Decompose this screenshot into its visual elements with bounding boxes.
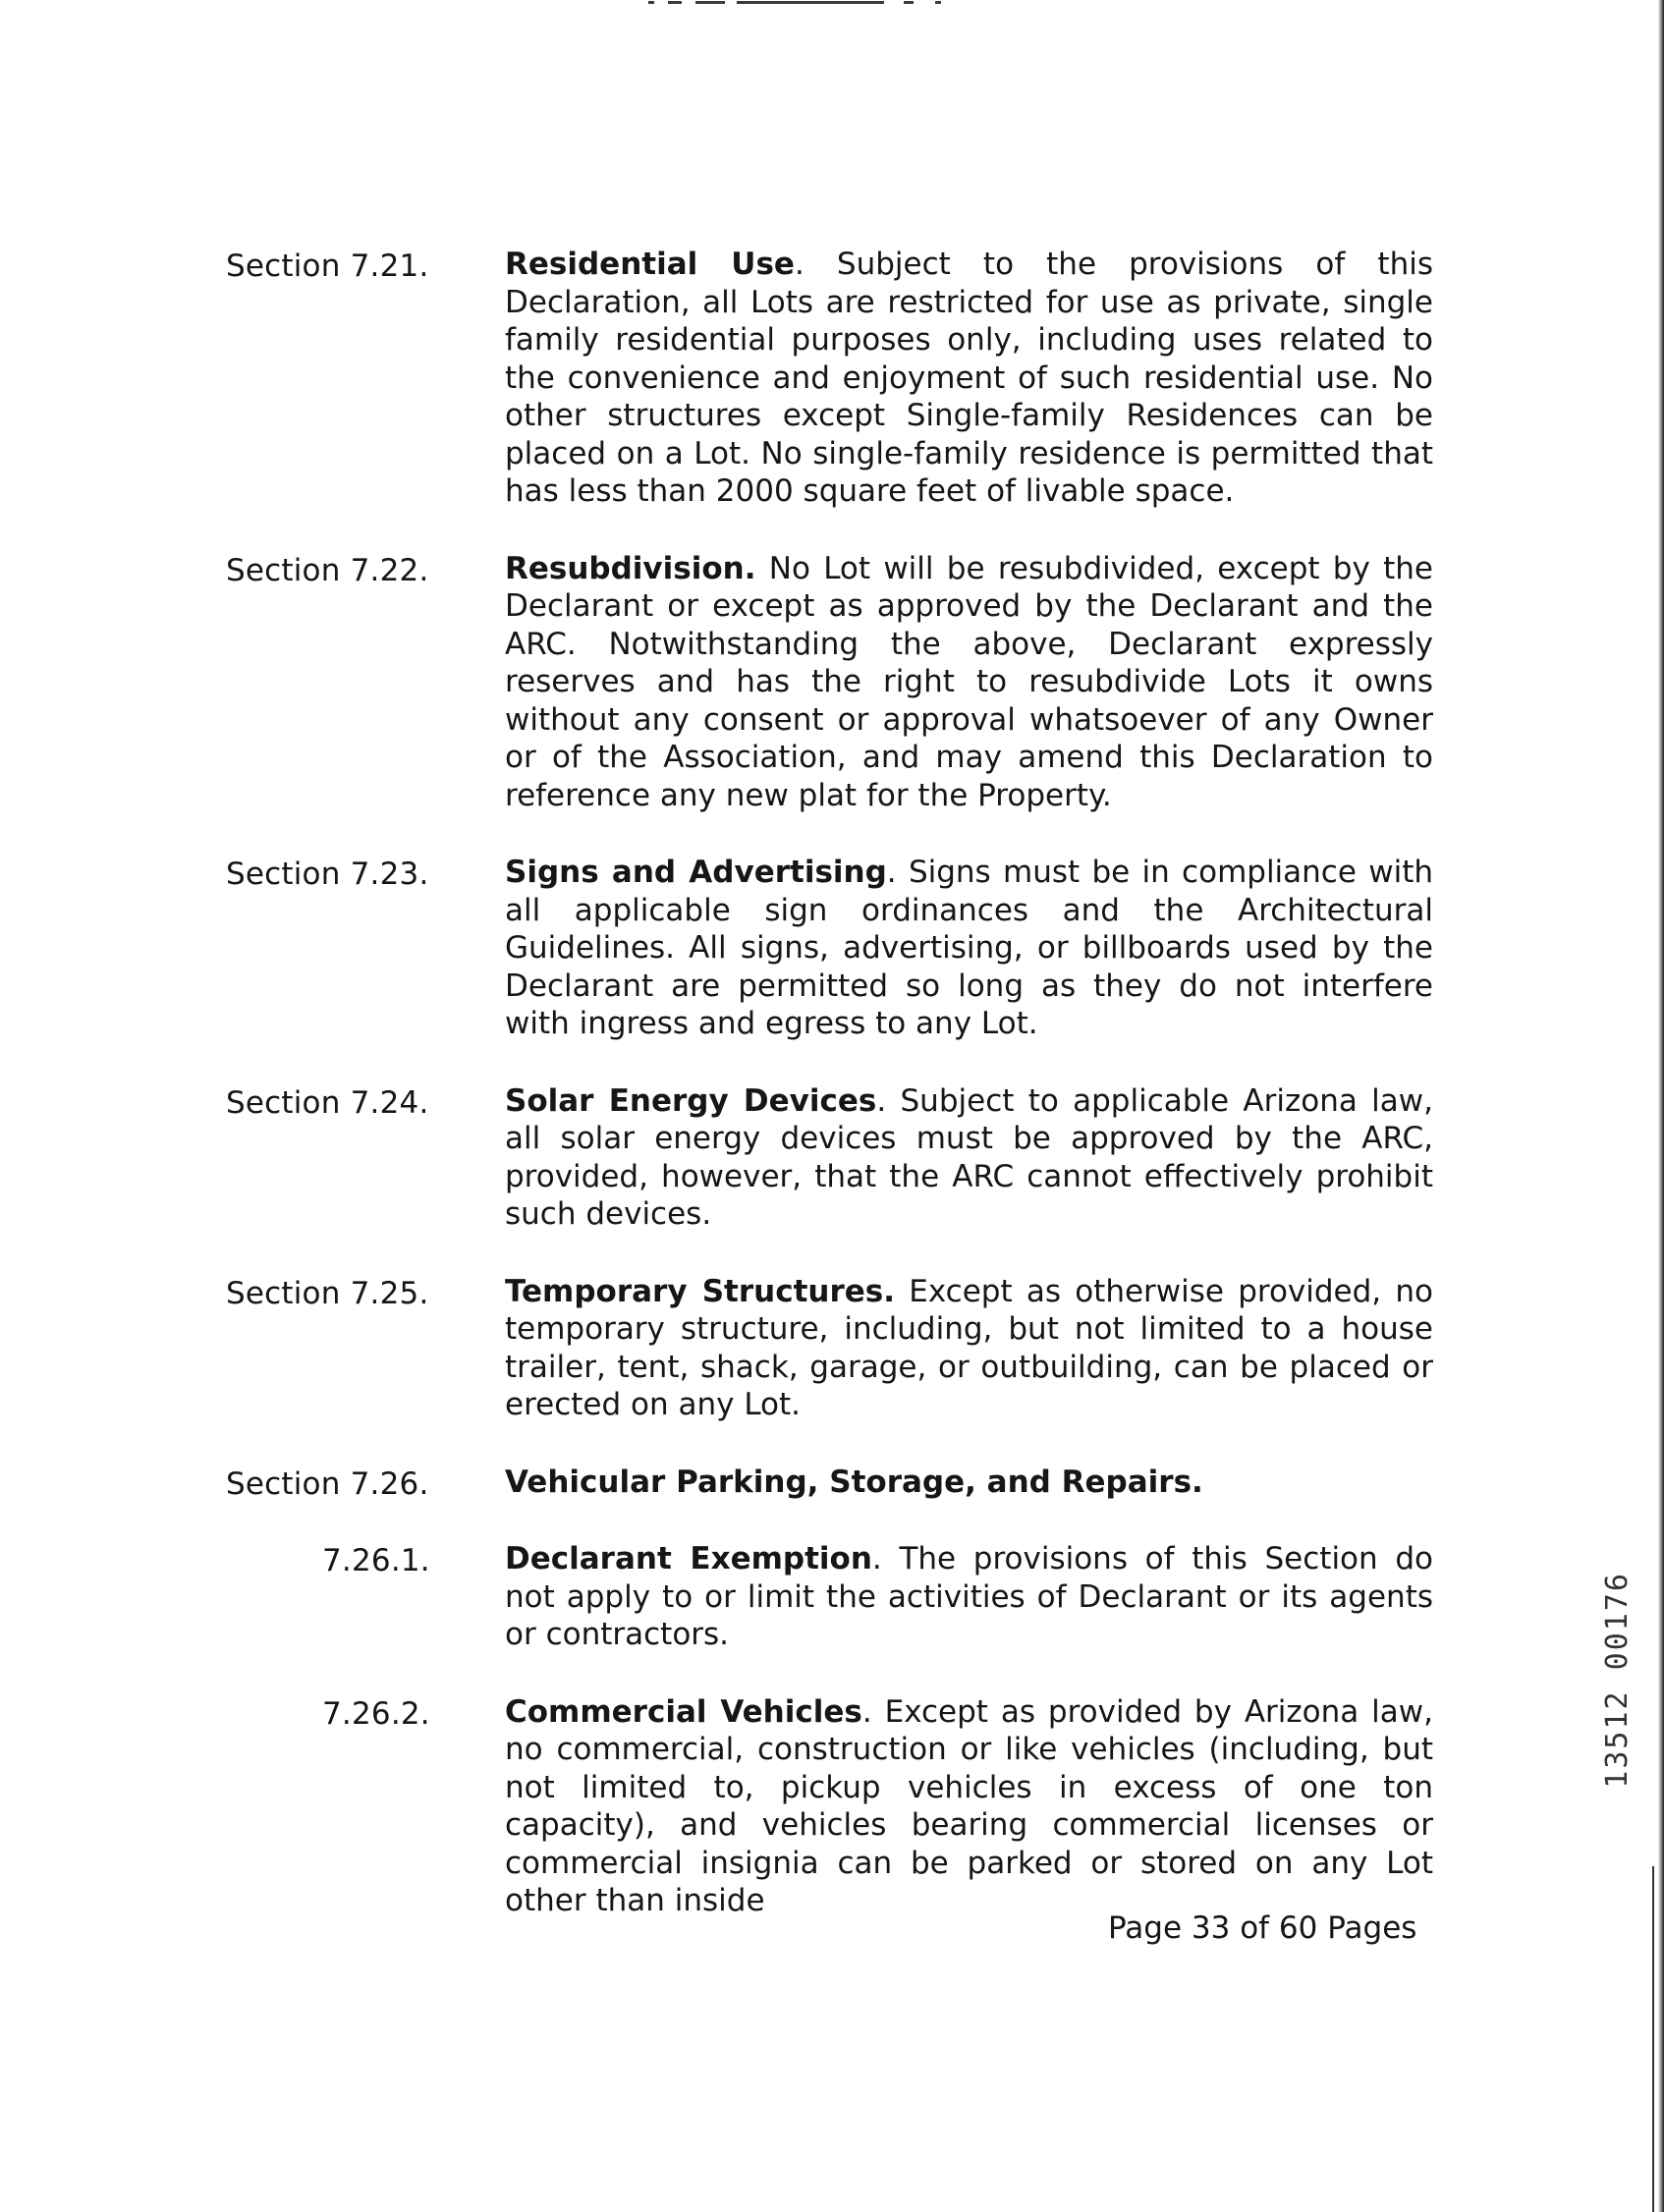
section-body: [505, 1082, 1433, 1234]
subsection-heading: Declarant Exemption: [505, 1541, 872, 1576]
section-number: Section 7.25.: [226, 1275, 429, 1311]
recording-number: 13512 00176: [1600, 1572, 1635, 1789]
section-heading: Vehicular Parking, Storage, and Repairs.: [505, 1464, 1203, 1500]
section-heading: Temporary Structures.: [505, 1273, 896, 1309]
section-body: [505, 246, 1433, 511]
section-body: [505, 1273, 1433, 1424]
subsection-body: [505, 1693, 1433, 1920]
section-number: Section 7.26.: [226, 1465, 429, 1502]
section-number: Section 7.23.: [226, 857, 429, 892]
section-number: Section 7.22.: [226, 552, 429, 588]
subsection-7-26-2: [0, 1693, 1664, 1920]
section-text: . Signs must be in compliance with all applicable sign ordinances and the Architectural Guidelines. All signs, advertising, or billboards used by the Declarant are permitted so long as they do not interfere with ingress and egress to any Lot.: [505, 855, 1433, 1041]
section-7-24: [0, 1082, 1664, 1234]
section-heading: Residential Use: [505, 247, 795, 282]
subsection-number: 7.26.1.: [322, 1543, 430, 1578]
subsection-heading: Commercial Vehicles: [505, 1693, 862, 1730]
section-text: . Subject to the provisions of this Declaration, all Lots are restricted for use as private, single family residential purposes only, including uses related to the convenience and enjoyment of such residential use. No other structures except Single-family Residences can be placed on a Lot. No single-family residence is permitted that has less than 2000 square feet of livable space.: [505, 247, 1433, 509]
scan-artifact-top: [629, 0, 982, 6]
subsection-number: 7.26.2.: [322, 1695, 430, 1732]
section-body: [505, 1464, 1433, 1502]
section-number: Section 7.24.: [226, 1084, 429, 1121]
subsection-7-26-1: [0, 1540, 1664, 1654]
subsection-text: . The provisions of this Section do not apply to or limit the activities of Declarant or its agents or contractors.: [505, 1541, 1433, 1652]
subsection-body: [505, 1540, 1433, 1654]
section-heading: Resubdivision.: [505, 550, 756, 586]
scan-edge-line: [1652, 1866, 1654, 2212]
subsection-text: . Except as provided by Arizona law, no commercial, construction or like vehicles (including, but not limited to, pickup vehicles in excess of one ton capacity), and vehicles bearing commercial licenses or commercial insignia can be parked or stored on any Lot other than inside: [505, 1693, 1433, 1918]
section-text: . Subject to applicable Arizona law, all solar energy devices must be approved by the ARC, provided, however, that the ARC cannot effectively prohibit such devices.: [505, 1082, 1433, 1232]
section-list: [0, 246, 1664, 1920]
section-heading: Signs and Advertising: [505, 855, 887, 890]
section-heading: Solar Energy Devices: [505, 1082, 877, 1119]
section-body: [505, 550, 1433, 815]
section-7-26: [0, 1464, 1664, 1502]
section-text: No Lot will be resubdivided, except by the Declarant or except as approved by the Declarant and the ARC. Notwithstanding the above, Declarant expressly reserves and has the right to resubdivide Lots it owns without any consent or approval whatsoever of any Owner or of the Association, and may amend this Declaration to reference any new plat for the Property.: [505, 550, 1433, 813]
section-7-23: [0, 854, 1664, 1043]
section-7-22: [0, 550, 1664, 815]
section-7-21: [0, 246, 1664, 511]
section-body: [505, 854, 1433, 1043]
page-number-footer: Page 33 of 60 Pages: [1108, 1910, 1417, 1946]
section-number: Section 7.21.: [226, 249, 429, 284]
section-text: Except as otherwise provided, no temporary structure, including, but not limited to a house trailer, tent, shack, garage, or outbuilding, can be placed or erected on any Lot.: [505, 1273, 1433, 1422]
scan-edge: [1658, 0, 1664, 2212]
section-7-25: [0, 1273, 1664, 1424]
